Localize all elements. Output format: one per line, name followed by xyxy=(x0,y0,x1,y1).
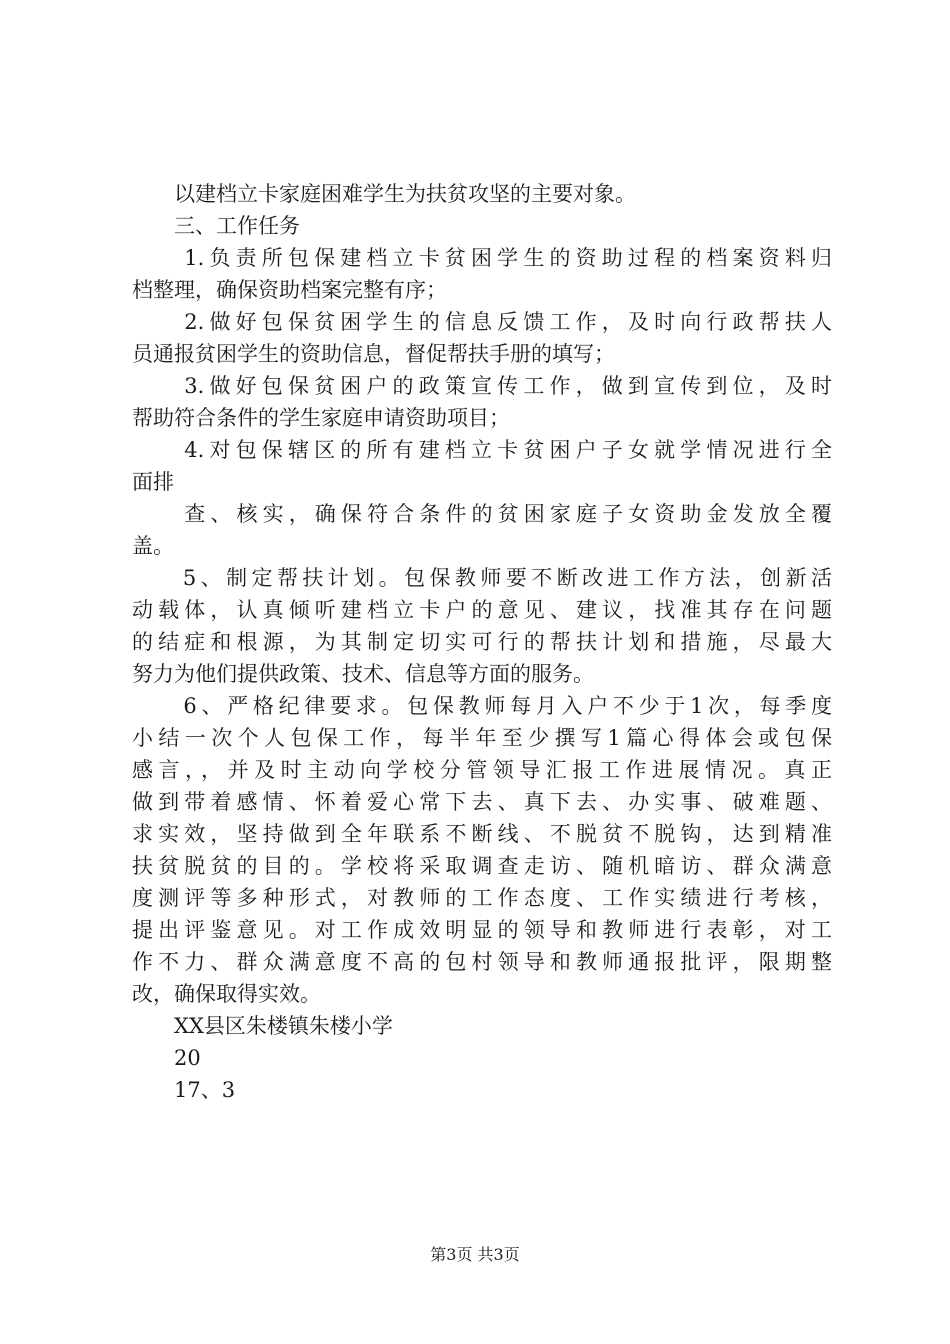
text-line: 的结症和根源，为其制定切实可行的帮扶计划和措施，尽最大 xyxy=(132,630,832,654)
signature-date-year: 20 xyxy=(132,1046,201,1070)
text-line: 1.负责所包保建档立卡贫困学生的资助过程的档案资料归 xyxy=(132,246,832,270)
text-line: 度测评等多种形式，对教师的工作态度、工作实绩进行考核， xyxy=(132,886,832,910)
text-line: 动载体，认真倾听建档立卡户的意见、建议，找准其存在问题 xyxy=(132,598,832,622)
text-line: 5、制定帮扶计划。包保教师要不断改进工作方法，创新活 xyxy=(132,566,832,590)
text-line: 改，确保取得实效。 xyxy=(132,982,321,1006)
text-line: 努力为他们提供政策、技术、信息等方面的服务。 xyxy=(132,662,594,686)
text-line: 扶贫脱贫的目的。学校将采取调查走访、随机暗访、群众满意 xyxy=(132,854,832,878)
text-line: 求实效，坚持做到全年联系不断线、不脱贫不脱钩，达到精准 xyxy=(132,822,832,846)
text-line: 6、严格纪律要求。包保教师每月入户不少于1次，每季度 xyxy=(132,694,832,718)
text-line: 作不力、群众满意度不高的包村领导和教师通报批评，限期整 xyxy=(132,950,832,974)
text-line: 查、核实，确保符合条件的贫困家庭子女资助金发放全覆 xyxy=(132,502,832,526)
signature-date-rest: 17、3 xyxy=(132,1078,236,1102)
text-line: 3.做好包保贫困户的政策宣传工作，做到宣传到位，及时 xyxy=(132,374,832,398)
text-line: 帮助符合条件的学生家庭申请资助项目； xyxy=(132,406,510,430)
text-line: 2.做好包保贫困学生的信息反馈工作，及时向行政帮扶人 xyxy=(132,310,832,334)
text-line: 小结一次个人包保工作，每半年至少撰写1篇心得体会或包保 xyxy=(132,726,832,750)
page-footer: 第3页 共3页 xyxy=(430,1245,520,1264)
signature-organization: XX县区朱楼镇朱楼小学 xyxy=(132,1014,393,1038)
text-line: 档整理，确保资助档案完整有序； xyxy=(132,278,447,302)
text-line: 4.对包保辖区的所有建档立卡贫困户子女就学情况进行全 xyxy=(132,438,832,462)
text-line: 感言，，并及时主动向学校分管领导汇报工作进展情况。真正 xyxy=(132,758,832,782)
text-line: 员通报贫困学生的资助信息，督促帮扶手册的填写； xyxy=(132,342,615,366)
text-line: 做到带着感情、怀着爱心常下去、真下去、办实事、破难题、 xyxy=(132,790,832,814)
text-line: 盖。 xyxy=(132,534,174,558)
section-heading: 三、工作任务 xyxy=(132,214,300,238)
text-line: 面排 xyxy=(132,470,174,494)
text-line: 提出评鉴意见。对工作成效明显的领导和教师进行表彰，对工 xyxy=(132,918,832,942)
text-line: 以建档立卡家庭困难学生为扶贫攻坚的主要对象。 xyxy=(132,182,636,206)
